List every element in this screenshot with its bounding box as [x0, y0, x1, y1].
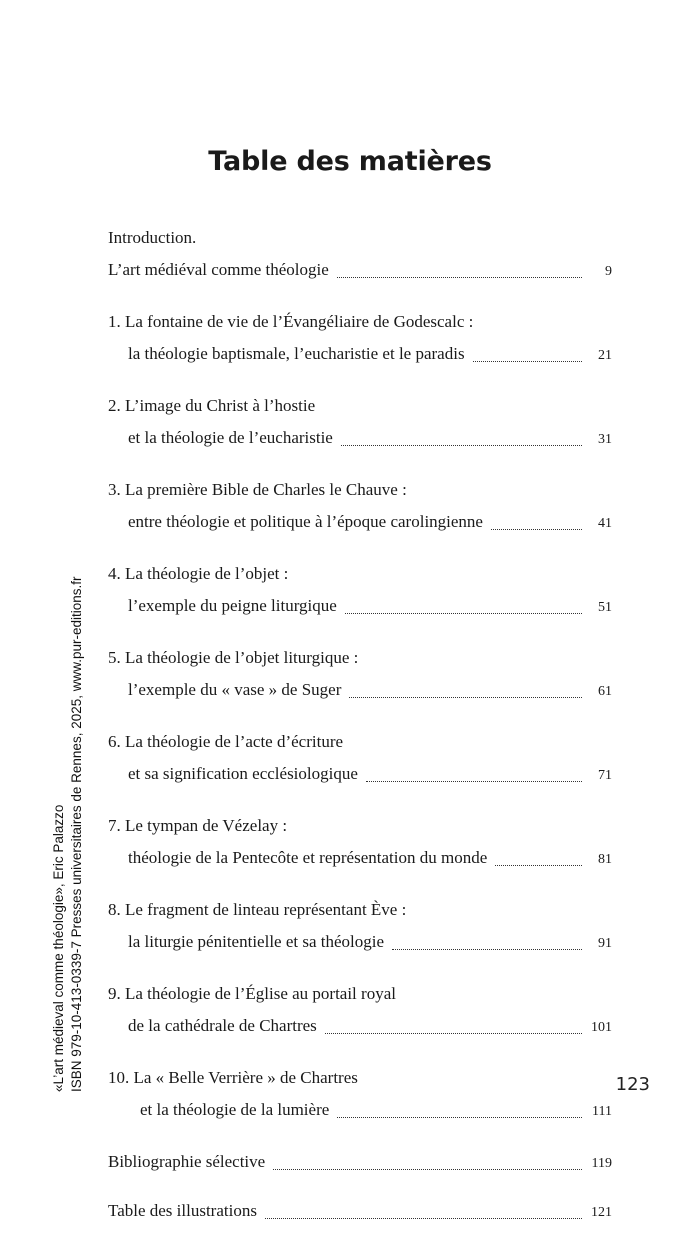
toc-entry-heading: 9. La théologie de l’Église au portail royal	[108, 984, 396, 1003]
toc-entry-subtitle: et la théologie de la lumière	[140, 1100, 330, 1119]
leader-dots	[495, 864, 582, 866]
toc-entry-chapter-5[interactable]	[108, 642, 612, 708]
leader-dots	[473, 360, 582, 362]
toc-entry-subtitle: la liturgie pénitentielle et sa théologie	[128, 932, 385, 951]
leader-dots	[345, 612, 582, 614]
toc-entry-chapter-1[interactable]	[108, 306, 612, 372]
toc-page-number: 51	[598, 600, 612, 615]
toc-entry-chapter-8[interactable]	[108, 894, 612, 960]
toc-entry-heading: 5. La théologie de l’objet liturgique :	[108, 648, 359, 667]
toc-page-number: 121	[591, 1205, 612, 1220]
toc-entry-heading: Introduction.	[108, 228, 197, 247]
leader-dots	[265, 1217, 582, 1219]
spine-credit	[50, 576, 86, 1092]
leader-dots	[273, 1168, 582, 1170]
toc-page-number: 101	[591, 1020, 612, 1035]
page-title: Table des matières	[208, 146, 492, 177]
toc-entry-heading: 1. La fontaine de vie de l’Évangéliaire de Godescalc :	[108, 312, 474, 331]
toc-entry-chapter-4[interactable]	[108, 558, 612, 624]
leader-dots	[491, 528, 582, 530]
toc-page-number: 91	[598, 936, 612, 951]
table-of-contents	[108, 222, 612, 1244]
toc-page-number: 41	[598, 516, 612, 531]
leader-dots	[349, 696, 582, 698]
toc-entry-subtitle: de la cathédrale de Chartres	[128, 1016, 317, 1035]
toc-entry-chapter-10[interactable]	[108, 1062, 612, 1128]
toc-entry-bibliography[interactable]	[108, 1146, 612, 1180]
toc-entry-introduction[interactable]	[108, 222, 612, 288]
leader-dots	[392, 948, 582, 950]
toc-entry-chapter-7[interactable]	[108, 810, 612, 876]
spine-credit-line-2: ISBN 979-10-413-0339-7 Presses universitaires de Rennes, 2025, www.pur-editions.fr	[69, 576, 84, 1092]
toc-page-number: 119	[591, 1156, 612, 1171]
toc-entry-subtitle: l’exemple du peigne liturgique	[128, 596, 337, 615]
leader-dots	[366, 780, 582, 782]
spine-credit-line-1: «L’art médieval comme théologie», Eric Palazzo	[51, 804, 66, 1092]
toc-page-number: 111	[592, 1104, 612, 1119]
toc-entry-subtitle: et la théologie de l’eucharistie	[128, 428, 333, 447]
toc-entry-heading: 7. Le tympan de Vézelay :	[108, 816, 288, 835]
leader-dots	[337, 276, 582, 278]
leader-dots	[325, 1032, 582, 1034]
page-number: 123	[615, 1074, 650, 1095]
toc-page-number: 21	[598, 348, 612, 363]
toc-entry-chapter-9[interactable]	[108, 978, 612, 1044]
toc-entry-chapter-6[interactable]	[108, 726, 612, 792]
toc-entry-chapter-3[interactable]	[108, 474, 612, 540]
toc-entry-heading: 4. La théologie de l’objet :	[108, 564, 289, 583]
toc-entry-subtitle: L’art médiéval comme théologie	[108, 260, 329, 279]
toc-entry-heading: 10. La « Belle Verrière » de Chartres	[108, 1068, 358, 1087]
toc-entry-subtitle: la théologie baptismale, l’eucharistie et le paradis	[128, 344, 465, 363]
toc-entry-subtitle: théologie de la Pentecôte et représentation du monde	[128, 848, 488, 867]
toc-page-number: 81	[598, 852, 612, 867]
toc-entry-subtitle: entre théologie et politique à l’époque carolingienne	[128, 512, 483, 531]
toc-entry-subtitle: et sa signification ecclésiologique	[128, 764, 358, 783]
toc-entry-heading: 3. La première Bible de Charles le Chauve :	[108, 480, 407, 499]
toc-entry-heading: 6. La théologie de l’acte d’écriture	[108, 732, 344, 751]
toc-entry-illustrations[interactable]	[108, 1195, 612, 1229]
toc-entry-heading: 2. L’image du Christ à l’hostie	[108, 396, 316, 415]
toc-entry-subtitle: l’exemple du « vase » de Suger	[128, 680, 342, 699]
toc-entry-chapter-2[interactable]	[108, 390, 612, 456]
toc-page-number: 9	[605, 264, 612, 279]
toc-page-number: 61	[598, 684, 612, 699]
toc-page-number: 71	[598, 768, 612, 783]
toc-page-number: 31	[598, 432, 612, 447]
toc-entry-title: Table des illustrations	[108, 1201, 257, 1220]
leader-dots	[341, 444, 582, 446]
leader-dots	[337, 1116, 582, 1118]
toc-entry-title: Bibliographie sélective	[108, 1152, 266, 1171]
toc-entry-heading: 8. Le fragment de linteau représentant Ève :	[108, 900, 407, 919]
